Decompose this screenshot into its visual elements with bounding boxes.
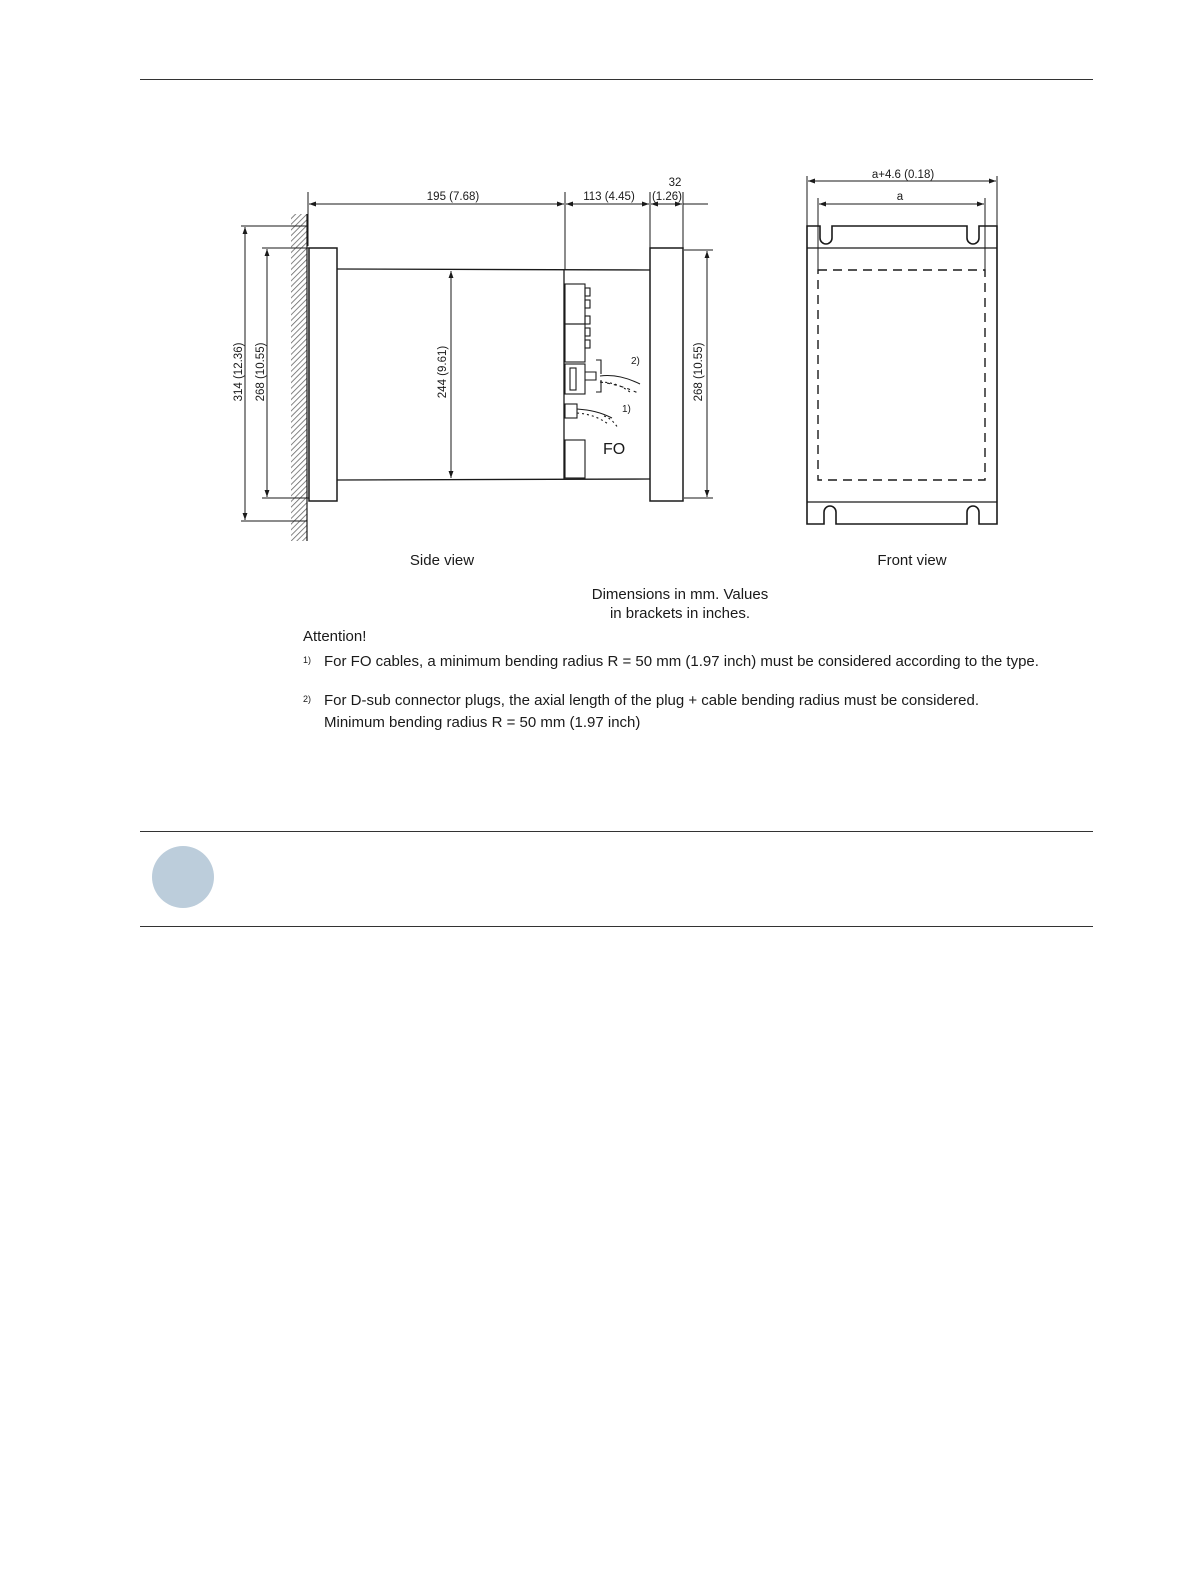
dim-268-left: 268 (10.55) [255, 342, 267, 402]
info-top-rule [140, 831, 1093, 832]
dim-113: 113 (4.45) [583, 191, 635, 203]
dim-32-value: 32 [668, 177, 682, 189]
dim-195: 195 (7.68) [426, 191, 480, 203]
side-view-drawing [291, 214, 683, 541]
front-view-drawing [807, 226, 997, 524]
dimension-note [530, 585, 830, 623]
front-view-caption: Front view [877, 552, 947, 569]
front-view-labels [872, 169, 935, 203]
note-2-text-line2: Minimum bending radius R = 50 mm (1.97 inch) [324, 714, 641, 731]
note-1-text: For FO cables, a minimum bending radius R = 50 mm (1.97 inch) must be considered according to the type. [324, 653, 1039, 670]
dim-outer-width: a+4.6 (0.18) [871, 169, 935, 181]
dim-268-right: 268 (10.55) [693, 342, 705, 402]
dim-314: 314 (12.36) [233, 342, 245, 402]
rear-panel [650, 248, 683, 501]
side-view-caption: Side view [409, 552, 475, 569]
dimension-note-line1: Dimensions in mm. Values [591, 586, 769, 603]
front-panel [309, 248, 337, 501]
dim-32-inch: (1.26) [651, 191, 683, 203]
dim-244: 244 (9.61) [437, 345, 449, 399]
info-bottom-rule [140, 926, 1093, 927]
note-2-text: For D-sub connector plugs, the axial length of the plug + cable bending radius must be considered. [324, 692, 979, 709]
note-2-marker: 2) [303, 694, 312, 704]
note-1-marker: 1) [303, 655, 312, 665]
marker-2: 2) [631, 356, 640, 367]
dimension-drawing [0, 0, 1191, 760]
front-view-cutout [818, 270, 985, 480]
wall-hatch [291, 214, 307, 541]
marker-1: 1) [622, 404, 631, 415]
dim-inner-width: a [896, 191, 904, 203]
fo-label: FO [603, 441, 626, 458]
info-circle-icon [152, 846, 214, 908]
dimension-note-line2: in brackets in inches. [609, 605, 751, 622]
side-view-dimensions [241, 192, 713, 521]
attention-title: Attention! [303, 628, 367, 645]
